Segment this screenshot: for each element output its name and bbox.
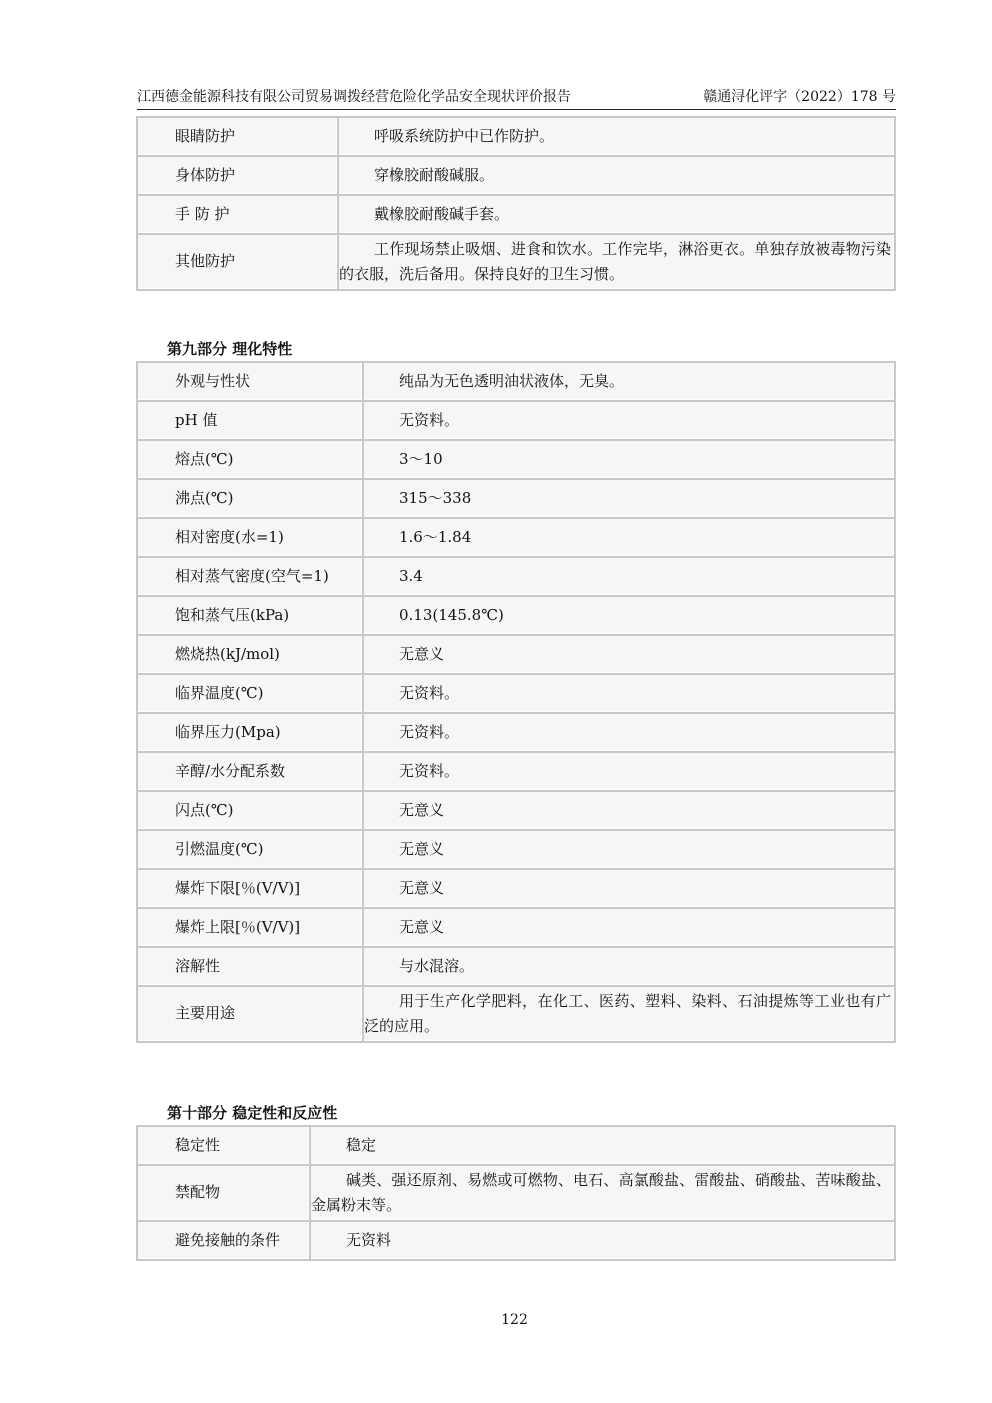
table-row	[138, 480, 894, 517]
row-value: 无意义	[364, 792, 894, 829]
row-value	[311, 1166, 894, 1220]
row-label: 相对密度(水=1)	[138, 519, 362, 556]
table-row	[138, 831, 894, 868]
report-number: 赣通浔化评字（2022）178 号	[703, 89, 896, 105]
table-row	[138, 363, 894, 400]
page-header	[137, 86, 896, 108]
row-value: 无资料。	[364, 675, 894, 712]
row-value: 3～10	[364, 441, 894, 478]
row-label: 临界温度(℃)	[138, 675, 362, 712]
row-value: 与水混溶。	[364, 948, 894, 985]
row-label: 眼睛防护	[138, 118, 337, 155]
table-row	[138, 597, 894, 634]
row-value	[364, 987, 894, 1041]
row-label: 其他防护	[138, 235, 337, 289]
row-value: 戴橡胶耐酸碱手套。	[339, 196, 894, 233]
row-value: 无意义	[364, 909, 894, 946]
table-row	[138, 714, 894, 751]
section-9-title: 第九部分 理化特性	[167, 340, 293, 358]
row-label: 引燃温度(℃)	[138, 831, 362, 868]
row-value: 1.6～1.84	[364, 519, 894, 556]
row-value: 纯品为无色透明油状液体，无臭。	[364, 363, 894, 400]
table-row	[138, 157, 894, 194]
report-title: 江西德金能源科技有限公司贸易调拨经营危险化学品安全现状评价报告	[137, 89, 571, 105]
table-row	[138, 636, 894, 673]
table-row	[138, 196, 894, 233]
row-label: 手 防 护	[138, 196, 337, 233]
row-value: 3.4	[364, 558, 894, 595]
row-value	[339, 235, 894, 289]
row-value: 无资料	[311, 1222, 894, 1259]
row-label: 相对蒸气密度(空气=1)	[138, 558, 362, 595]
table-row	[138, 987, 894, 1041]
row-value: 无意义	[364, 636, 894, 673]
section-10-title: 第十部分 稳定性和反应性	[167, 1104, 338, 1122]
row-value: 无资料。	[364, 714, 894, 751]
row-value-text: 碱类、强还原剂、易燃或可燃物、电石、高氯酸盐、雷酸盐、硝酸盐、苦味酸盐、金属粉末等。	[311, 1170, 891, 1214]
table-row	[138, 909, 894, 946]
row-label: 稳定性	[138, 1127, 309, 1164]
row-label: 沸点(℃)	[138, 480, 362, 517]
table-row	[138, 753, 894, 790]
table-row	[138, 675, 894, 712]
row-value: 315～338	[364, 480, 894, 517]
row-label: 爆炸下限[％(V/V)]	[138, 870, 362, 907]
protection-table	[136, 116, 896, 291]
table-row	[138, 235, 894, 289]
row-value-text: 用于生产化学肥料，在化工、医药、塑料、染料、石油提炼等工业也有广泛的应用。	[364, 991, 891, 1035]
row-value: 无资料。	[364, 402, 894, 439]
row-label: 闪点(℃)	[138, 792, 362, 829]
table-row	[138, 118, 894, 155]
row-label: 爆炸上限[％(V/V)]	[138, 909, 362, 946]
header-rule	[137, 109, 896, 110]
page-number: 122	[501, 1312, 528, 1328]
row-label: 熔点(℃)	[138, 441, 362, 478]
table-row	[138, 519, 894, 556]
row-value: 0.13(145.8℃)	[364, 597, 894, 634]
row-label: 溶解性	[138, 948, 362, 985]
table-row	[138, 792, 894, 829]
row-value: 无资料。	[364, 753, 894, 790]
row-label: 外观与性状	[138, 363, 362, 400]
stability-table	[136, 1125, 896, 1261]
row-value: 无意义	[364, 870, 894, 907]
table-row	[138, 1127, 894, 1164]
row-value-text: 工作现场禁止吸烟、进食和饮水。工作完毕，淋浴更衣。单独存放被毒物污染的衣服，洗后备用。保持良好的卫生习惯。	[339, 239, 891, 283]
table-row	[138, 441, 894, 478]
row-label: 避免接触的条件	[138, 1222, 309, 1259]
row-label: pH 值	[138, 402, 362, 439]
table-row	[138, 1222, 894, 1259]
row-value: 无意义	[364, 831, 894, 868]
row-label: 主要用途	[138, 987, 362, 1041]
row-label: 禁配物	[138, 1166, 309, 1220]
row-value: 呼吸系统防护中已作防护。	[339, 118, 894, 155]
row-value: 稳定	[311, 1127, 894, 1164]
row-label: 辛醇/水分配系数	[138, 753, 362, 790]
table-row	[138, 870, 894, 907]
table-row	[138, 948, 894, 985]
table-row	[138, 402, 894, 439]
row-label: 燃烧热(kJ/mol)	[138, 636, 362, 673]
table-row	[138, 1166, 894, 1220]
table-row	[138, 558, 894, 595]
row-label: 身体防护	[138, 157, 337, 194]
row-label: 饱和蒸气压(kPa)	[138, 597, 362, 634]
row-value: 穿橡胶耐酸碱服。	[339, 157, 894, 194]
physical-properties-table	[136, 361, 896, 1043]
row-label: 临界压力(Mpa)	[138, 714, 362, 751]
